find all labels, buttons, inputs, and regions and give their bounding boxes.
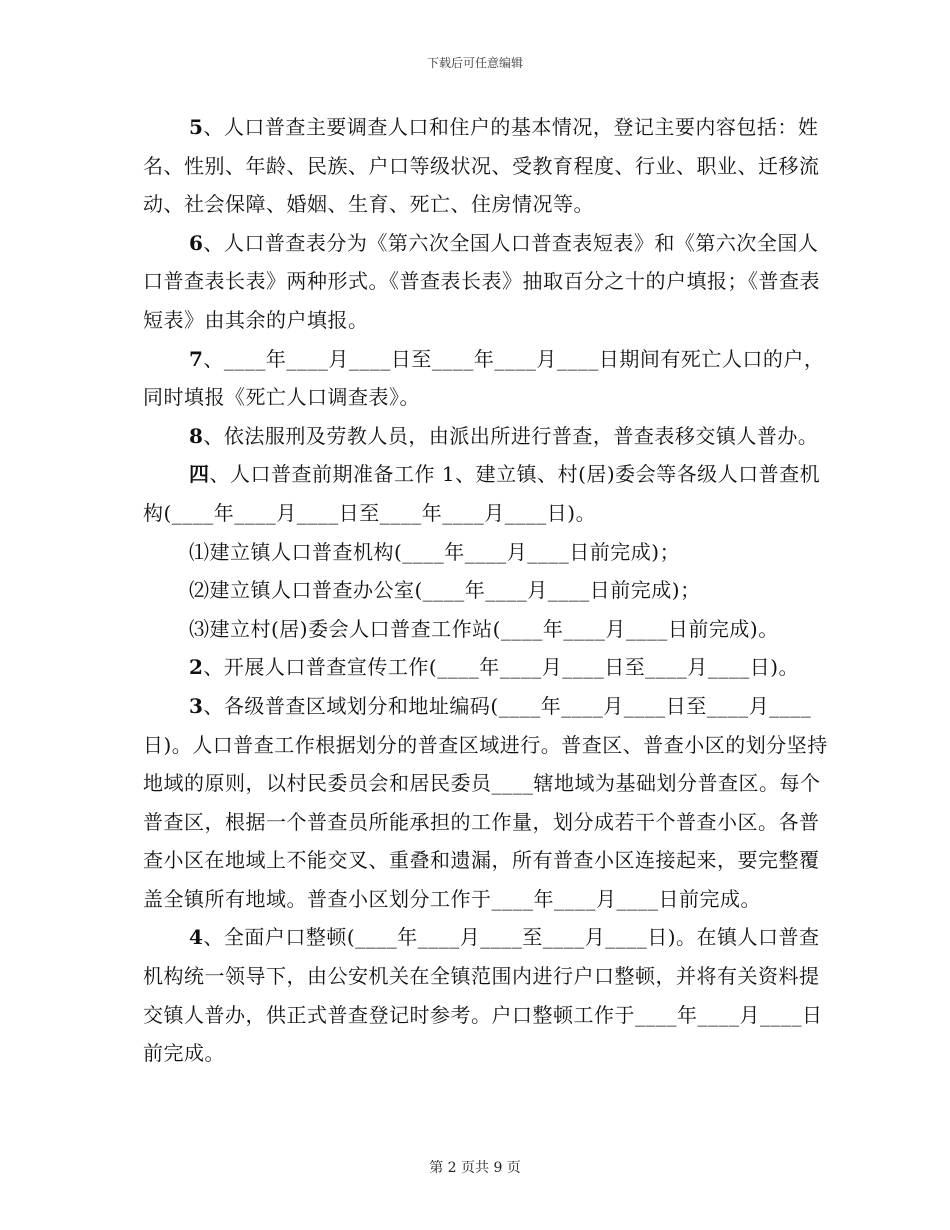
paragraph-4 <box>143 918 828 1072</box>
paragraph-text: ⑴建立镇人口普查机构(____年____月____日前完成)； <box>189 539 681 564</box>
sub-item-3 <box>143 610 828 649</box>
paragraph-3 <box>143 687 828 919</box>
paragraph-2 <box>143 648 828 687</box>
section-four <box>143 455 828 532</box>
section-number: 四 <box>189 462 210 487</box>
document-body <box>143 108 828 1073</box>
page-header: 下载后可任意编辑 <box>426 56 523 70</box>
paragraph-5 <box>143 108 828 224</box>
page-footer: 第 2 页共 9 页 <box>429 1160 521 1176</box>
paragraph-text: 、全面户口整顿(____年____月____至____月____日)。在镇人口普查机构统一领导下，由公安机关在全镇范围内进行户口整顿，并将有关资料提交镇人普办，供正式普查登记时参考。户口整顿工作于____年____月____日前完成。 <box>143 925 823 1066</box>
paragraph-text: 、各级普查区域划分和地址编码(____年____月____日至____月____日)。人口普查工作根据划分的普查区域进行。普查区、普查小区的划分坚持地域的原则，以村民委员会和居民委员____辖地域为基础划分普查区。每个普查区，根据一个普查员所能承担的工作量，划分成若干个普查小区。各普查小区在地域上不能交叉、重叠和遗漏，所有普查小区连接起来，要完整覆盖全镇所有地域。普查小区划分工作于____年____月____日前完成。 <box>143 693 828 911</box>
paragraph-7 <box>143 340 828 417</box>
item-number: 8 <box>189 423 204 448</box>
paragraph-text: ⑶建立村(居)委会人口普查工作站(____年____月____日前完成)。 <box>189 616 779 641</box>
paragraph-8 <box>143 417 828 456</box>
item-number: 7 <box>189 346 204 371</box>
paragraph-text: 、依法服刑及劳教人员，由派出所进行普查，普查表移交镇人普办。 <box>203 423 819 448</box>
item-number: 5 <box>189 115 204 139</box>
item-number: 2 <box>189 655 204 680</box>
sub-item-2 <box>143 571 828 610</box>
paragraph-text: 、开展人口普查宣传工作(____年____月____日至____月____日)。 <box>203 655 800 680</box>
paragraph-text: ⑵建立镇人口普查办公室(____年____月____日前完成)； <box>189 578 701 603</box>
paragraph-text: 、____年____月____日至____年____月____日期间有死亡人口的户，同时填报《死亡人口调查表》。 <box>143 346 825 410</box>
sub-item-1 <box>143 533 828 572</box>
paragraph-text: 、人口普查主要调查人口和住户的基本情况，登记主要内容包括：姓名、性别、年龄、民族、户口等级状况、受教育程度、行业、职业、迁移流动、社会保障、婚姻、生育、死亡、住房情况等。 <box>143 115 820 217</box>
paragraph-6 <box>143 224 828 340</box>
paragraph-text: 、人口普查前期准备工作 1、建立镇、村(居)委会等各级人口普查机构(____年____月____日至____年____月____日)。 <box>143 462 821 525</box>
item-number: 6 <box>189 230 204 255</box>
item-number: 3 <box>189 693 204 718</box>
item-number: 4 <box>189 925 204 950</box>
paragraph-text: 、人口普查表分为《第六次全国人口普查表短表》和《第六次全国人口普查表长表》两种形式。《普查表长表》抽取百分之十的户填报；《普查表短表》由其余的户填报。 <box>143 230 820 332</box>
